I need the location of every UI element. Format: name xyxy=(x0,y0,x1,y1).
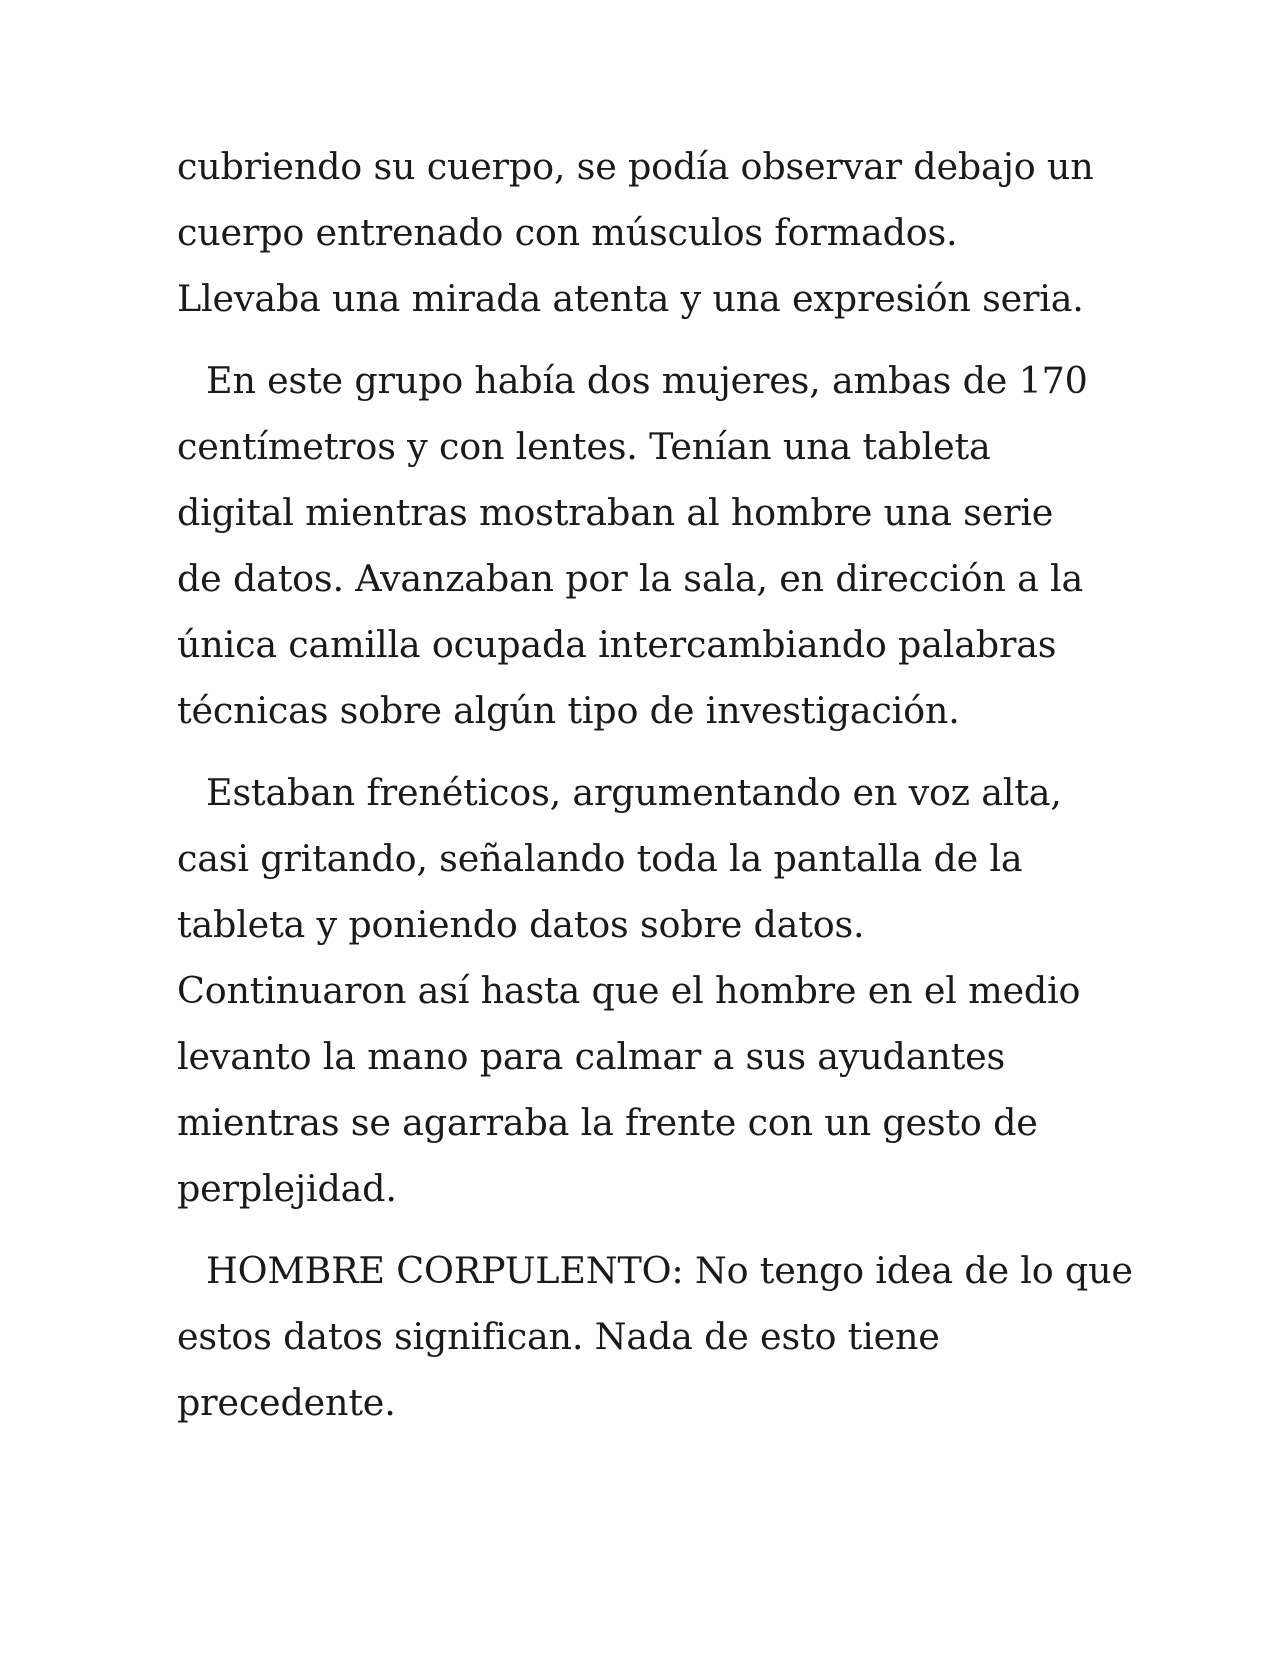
paragraph-4 xyxy=(177,1238,1133,1436)
text-line: Continuaron así hasta que el hombre en el medio xyxy=(177,969,1081,1012)
text-line: digital mientras mostraban al hombre una serie xyxy=(177,491,1054,534)
body-text xyxy=(177,134,1133,1436)
paragraph-gap xyxy=(177,332,1107,348)
text-line: estos datos significan. Nada de esto tiene xyxy=(177,1315,940,1358)
text-line: técnicas sobre algún tipo de investigación. xyxy=(177,689,960,732)
text-line: perplejidad. xyxy=(177,1167,397,1210)
text-line: Estaban frenéticos, argumentando en voz alta, xyxy=(206,771,1062,814)
text-line: levanto la mano para calmar a sus ayudantes xyxy=(177,1035,1005,1078)
text-line: HOMBRE CORPULENTO: No tengo idea de lo que xyxy=(206,1249,1133,1292)
text-line: mientras se agarraba la frente con un gesto de xyxy=(177,1101,1038,1144)
text-line: cuerpo entrenado con músculos formados. xyxy=(177,211,958,254)
paragraph-2 xyxy=(177,348,1107,744)
text-line: única camilla ocupada intercambiando palabras xyxy=(177,623,1057,666)
text-line: cubriendo su cuerpo, se podía observar debajo un xyxy=(177,145,1094,188)
paragraph-gap xyxy=(177,1222,1107,1238)
paragraph-1 xyxy=(177,134,1107,332)
text-line: Llevaba una mirada atenta y una expresión seria. xyxy=(177,277,1084,320)
text-line: tableta y poniendo datos sobre datos. xyxy=(177,903,865,946)
text-line: En este grupo había dos mujeres, ambas de 170 xyxy=(206,359,1088,402)
paragraph-3 xyxy=(177,760,1107,1222)
paragraph-gap xyxy=(177,744,1107,760)
text-line: de datos. Avanzaban por la sala, en dirección a la xyxy=(177,557,1084,600)
text-line: centímetros y con lentes. Tenían una tableta xyxy=(177,425,991,468)
text-line: casi gritando, señalando toda la pantalla de la xyxy=(177,837,1023,880)
text-line: precedente. xyxy=(177,1381,396,1424)
